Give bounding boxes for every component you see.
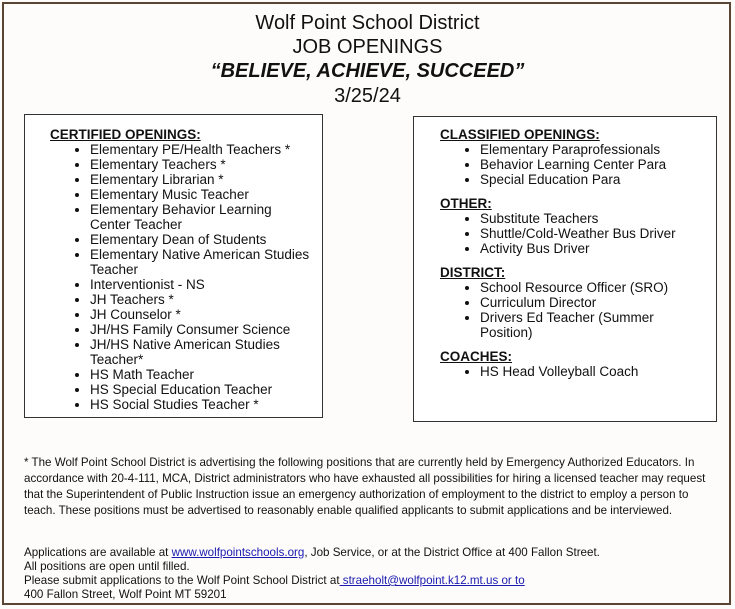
motto: “BELIEVE, ACHIEVE, SUCCEED” bbox=[210, 60, 525, 82]
posting-date: 3/25/24 bbox=[334, 85, 401, 107]
classified-list bbox=[440, 142, 708, 187]
apply-line-3 bbox=[24, 574, 714, 588]
emergency-authorization-note: * The Wolf Point School District is advertising the following positions that are currently held by Emergency Authorized Educators. In accordance with 20-4-111, MCA, District administrators who have exhausted all possibilities for hiring a licensed teacher may request that the Superintendent of Public Instruction issue an emergency authorization of employment to the district to employ a person to teach. These positions must be advertised to reasonably enable qualified applicants to submit applications and be interviewed. bbox=[24, 456, 706, 517]
list-item: • Substitute Teachers bbox=[480, 211, 708, 226]
list-item: • Special Education Para bbox=[480, 172, 708, 187]
coaches-heading: COACHES: bbox=[440, 349, 513, 364]
certified-openings-box bbox=[24, 114, 323, 418]
apply-line-1 bbox=[24, 546, 714, 560]
list-item: • Elementary Librarian * bbox=[90, 172, 314, 187]
list-item: • HS Special Education Teacher bbox=[90, 382, 314, 397]
list-item: • Elementary Music Teacher bbox=[90, 187, 314, 202]
list-item: • Elementary Native American Studies Teacher bbox=[90, 247, 314, 277]
district-heading: DISTRICT: bbox=[440, 265, 506, 280]
other-openings-box bbox=[413, 116, 717, 422]
classified-heading: CLASSIFIED OPENINGS: bbox=[440, 127, 600, 142]
list-item: • JH Teachers * bbox=[90, 292, 314, 307]
list-item: • Elementary Teachers * bbox=[90, 157, 314, 172]
list-item: • HS Math Teacher bbox=[90, 367, 314, 382]
certified-heading: CERTIFIED OPENINGS: bbox=[50, 127, 201, 142]
list-item: • Activity Bus Driver bbox=[480, 241, 708, 256]
list-item: • Elementary PE/Health Teachers * bbox=[90, 142, 314, 157]
apply-line-4: 400 Fallon Street, Wolf Point MT 59201 bbox=[24, 588, 227, 601]
list-item: • Drivers Ed Teacher (Summer Position) bbox=[480, 310, 708, 340]
certified-list bbox=[50, 142, 314, 412]
list-item: • Behavior Learning Center Para bbox=[480, 157, 708, 172]
district-name: Wolf Point School District bbox=[255, 12, 480, 34]
email-link[interactable] bbox=[340, 574, 525, 587]
website-link[interactable]: www.wolfpointschools.org bbox=[171, 546, 305, 559]
list-item: • HS Head Volleyball Coach bbox=[480, 364, 708, 379]
email-suffix: or to bbox=[498, 574, 525, 587]
apply-text: Applications are available at bbox=[24, 546, 172, 559]
list-item: • HS Social Studies Teacher * bbox=[90, 397, 314, 412]
list-item: • Elementary Behavior Learning Center Teacher bbox=[90, 202, 314, 232]
apply-text: , Job Service, or at the District Office at 400 Fallon Street. bbox=[304, 546, 600, 559]
application-info bbox=[24, 546, 714, 602]
apply-text: Please submit applications to the Wolf Point School District at bbox=[24, 574, 340, 587]
other-heading: OTHER: bbox=[440, 196, 492, 211]
list-item: • JH Counselor * bbox=[90, 307, 314, 322]
list-item: • Elementary Dean of Students bbox=[90, 232, 314, 247]
list-item: • Shuttle/Cold-Weather Bus Driver bbox=[480, 226, 708, 241]
list-item: • School Resource Officer (SRO) bbox=[480, 280, 708, 295]
page-title: JOB OPENINGS bbox=[292, 36, 443, 58]
other-list bbox=[440, 211, 708, 256]
email-text: straeholt@wolfpoint.k12.mt.us bbox=[339, 574, 499, 587]
coaches-list bbox=[440, 364, 708, 379]
list-item: • Elementary Paraprofessionals bbox=[480, 142, 708, 157]
list-item: • Curriculum Director bbox=[480, 295, 708, 310]
list-item: • JH/HS Family Consumer Science bbox=[90, 322, 314, 337]
district-list bbox=[440, 280, 708, 340]
list-item: • JH/HS Native American Studies Teacher* bbox=[90, 337, 314, 367]
apply-line-2: All positions are open until filled. bbox=[24, 560, 190, 573]
list-item: • Interventionist - NS bbox=[90, 277, 314, 292]
